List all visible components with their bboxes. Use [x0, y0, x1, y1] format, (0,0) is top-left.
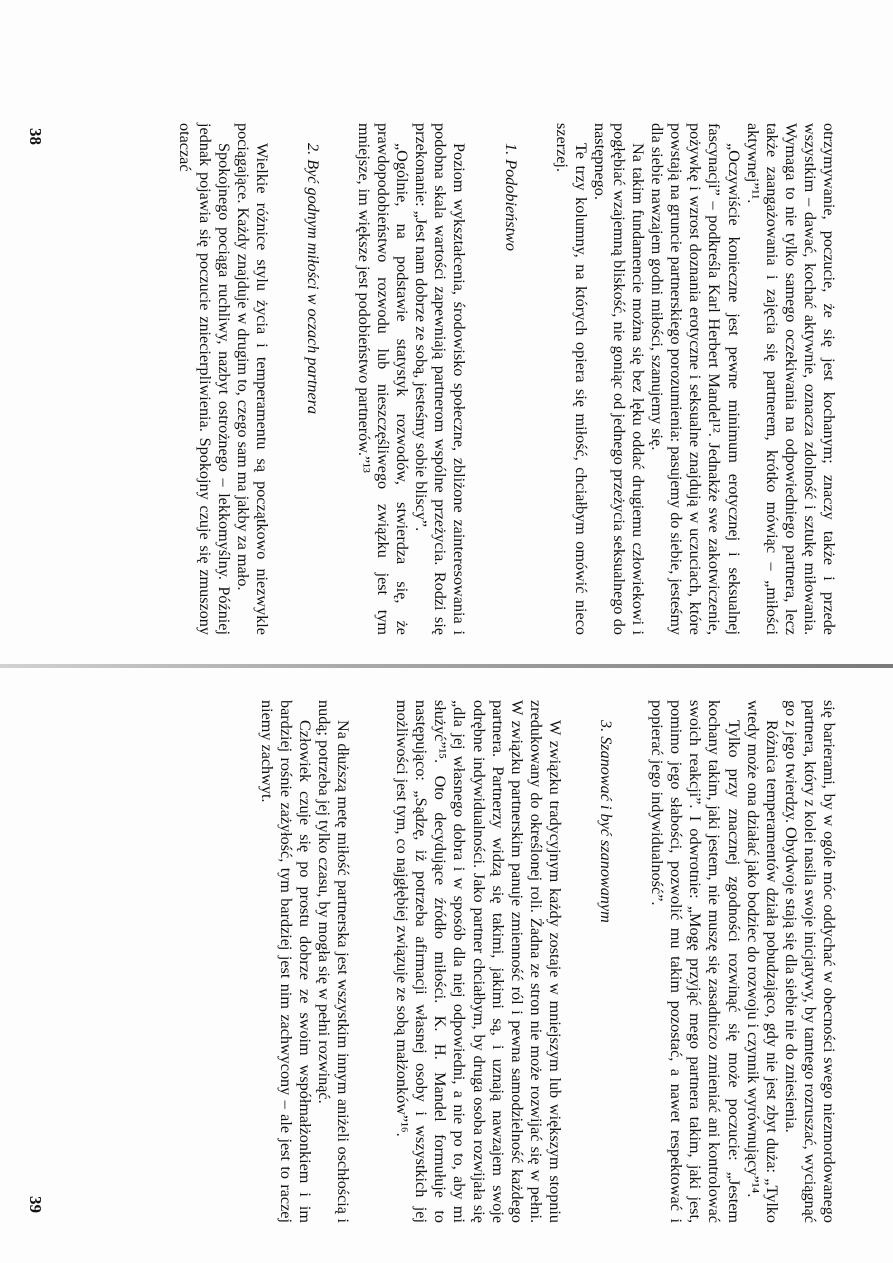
- left-mid-text: [354, 123, 469, 635]
- right-page: [257, 700, 838, 1223]
- paragraph: Spokojnego pociąga ruchliwy, nazbyt ostrożnego – lekkomyślny. Później jednak pojawia się poczucie zniecierpliwienia. Spokojny czuje się zmuszony otaczać: [176, 123, 233, 635]
- right-bottom-text: [257, 700, 352, 1223]
- left-bottom-text: [175, 123, 270, 635]
- paragraph: Te trzy kolumny, na których opiera się miłość, chciałbym omówić nieco szerzej.: [552, 123, 590, 635]
- right-top-text: [647, 700, 838, 1223]
- paragraph: się barierami, by w ogóle móc oddychać w obecności swego niezmordowanego partnera, który z kolei nasila swoje inicjatywy, by tamtego rozruszać, wyciągnąć go z jego twierdzy. Obydwoje stają się dla siebie nie do zniesienia.: [781, 700, 838, 1223]
- paragraph: otrzymywanie, poczucie, że się jest kochanym; znaczy także i przede wszystkim – dawać, kochać aktywnie, oznacza zdolność i sztukę miłowania. Wymaga to nie tylko samego oczekiwania na odpowiedniego partnera, lecz także zaangażowania i zajęcia się partnerem, krótko mówiąc – „miłości aktywnej”¹¹.: [743, 123, 838, 635]
- paragraph: W związku tradycyjnym każdy zostaje w mniejszym lub większym stopniu zredukowany do określonej roli. Żadna ze stron nie może rozwijać się w pełni. W związku partnerskim panuje zmienność ról i pewna samodzielność każdego partnera. Partnerzy widzą się takimi, jakimi są, i uznają nawzajem swoje odrębne indywidualności. Jako partner chciałbym, by druga osoba rozwijała się „dla jej własnego dobra i w sposób dla niej odpowiedni, a nie po to, aby mi służyć”¹⁵. Oto decydujące źródło miłości. K. H. Mandel formułuje to następująco: „Sądzę, iż potrzeba afirmacji własnej osoby i wszystkich jej możliwości jest tym, co najgłębiej związuje ze sobą małżonków”¹⁶.: [393, 700, 564, 1223]
- section-heading: 3. Szanować i być szanowanym: [597, 720, 616, 923]
- section-heading: 2. Być godnym miłości w oczach partnera: [303, 143, 322, 415]
- paragraph: Na dłuższą metę miłość partnerska jest wszystkim innym aniżeli oschłością i nudą; potrzeba jej tylko czasu, by mogła się w pełni rozwinąć.: [315, 700, 353, 1223]
- paragraph: „Ogólnie, na podstawie statystyk rozwodów, stwierdza się, że prawdopodobieństwo rozwodu lub nieszczęśliwego związku jest tym mniejsze, im większe jest podobieństwo partnerów.”¹³: [355, 123, 412, 635]
- page-number: 39: [26, 1196, 45, 1213]
- paragraph: Człowiek czuje się po prostu dobrze ze swoim współmałżonkiem i im bardziej rośnie zażyłość, tym bardziej jest nim zachwycony – ale jest to raczej niemy zachwyt.: [257, 700, 314, 1223]
- paragraph: Wielkie różnice stylu życia i temperamentu są początkowo niezwykle pociągające. Każdy znajduje w drugim to, czego sam ma jakby za mało.: [233, 123, 271, 635]
- section-heading: 1. Podobieństwo: [501, 143, 520, 251]
- paragraph: Poziom wykształcenia, środowisko społeczne, zbliżone zainteresowania i podobna skala wartości zapewniają partnerom wspólne przeżycia. Rodzi się przekonanie: „Jest nam dobrze ze sobą, jesteśmy sobie bliscy”.: [412, 123, 469, 635]
- page-number: 38: [26, 128, 45, 145]
- paragraph: Różnica temperamentów działa pobudzająco, gdy nie jest zbyt duża: „Tylko wtedy może ona działać jako bodziec do rozwoju i czynnik wyrównujący”¹⁴.: [743, 700, 781, 1223]
- book-gutter: [0, 664, 893, 668]
- left-page: [175, 123, 838, 635]
- paragraph: Na takim fundamencie można się bez lęku oddać drugiemu człowiekowi i pogłębiać wzajemną bliskość, nie goniąc od jednego przeżycia seksualnego do następnego.: [590, 123, 648, 635]
- paragraph: Tylko przy znacznej zgodności rozwinąć się może poczucie: „Jestem kochany takim, jaki jestem, nie muszę się zasadniczo zmieniać ani kontrolować swoich reakcji”. I odwrotnie: „Mogę przyjąć mego partnera takim, jaki jest, pomimo jego słabości, pozwolić mu takim pozostać, a nawet respektować i popierać jego indywidualność”.: [648, 700, 743, 1223]
- paragraph: „Oczywiście konieczne jest pewne minimum erotycznej i seksualnej fascynacji” – podkreśla Karl Herbert Mandel¹². Jednakże swe zakotwiczenie, pożywkę i wzrost doznania erotyczne i seksualne znajdują w uczuciach, które powstają na gruncie partnerskiego porozumienia: pasujemy do siebie, jesteśmy dla siebie nawzajem godni miłości, szanujemy się.: [648, 123, 743, 636]
- left-top-text: [552, 123, 838, 635]
- right-mid-text: [392, 700, 564, 1223]
